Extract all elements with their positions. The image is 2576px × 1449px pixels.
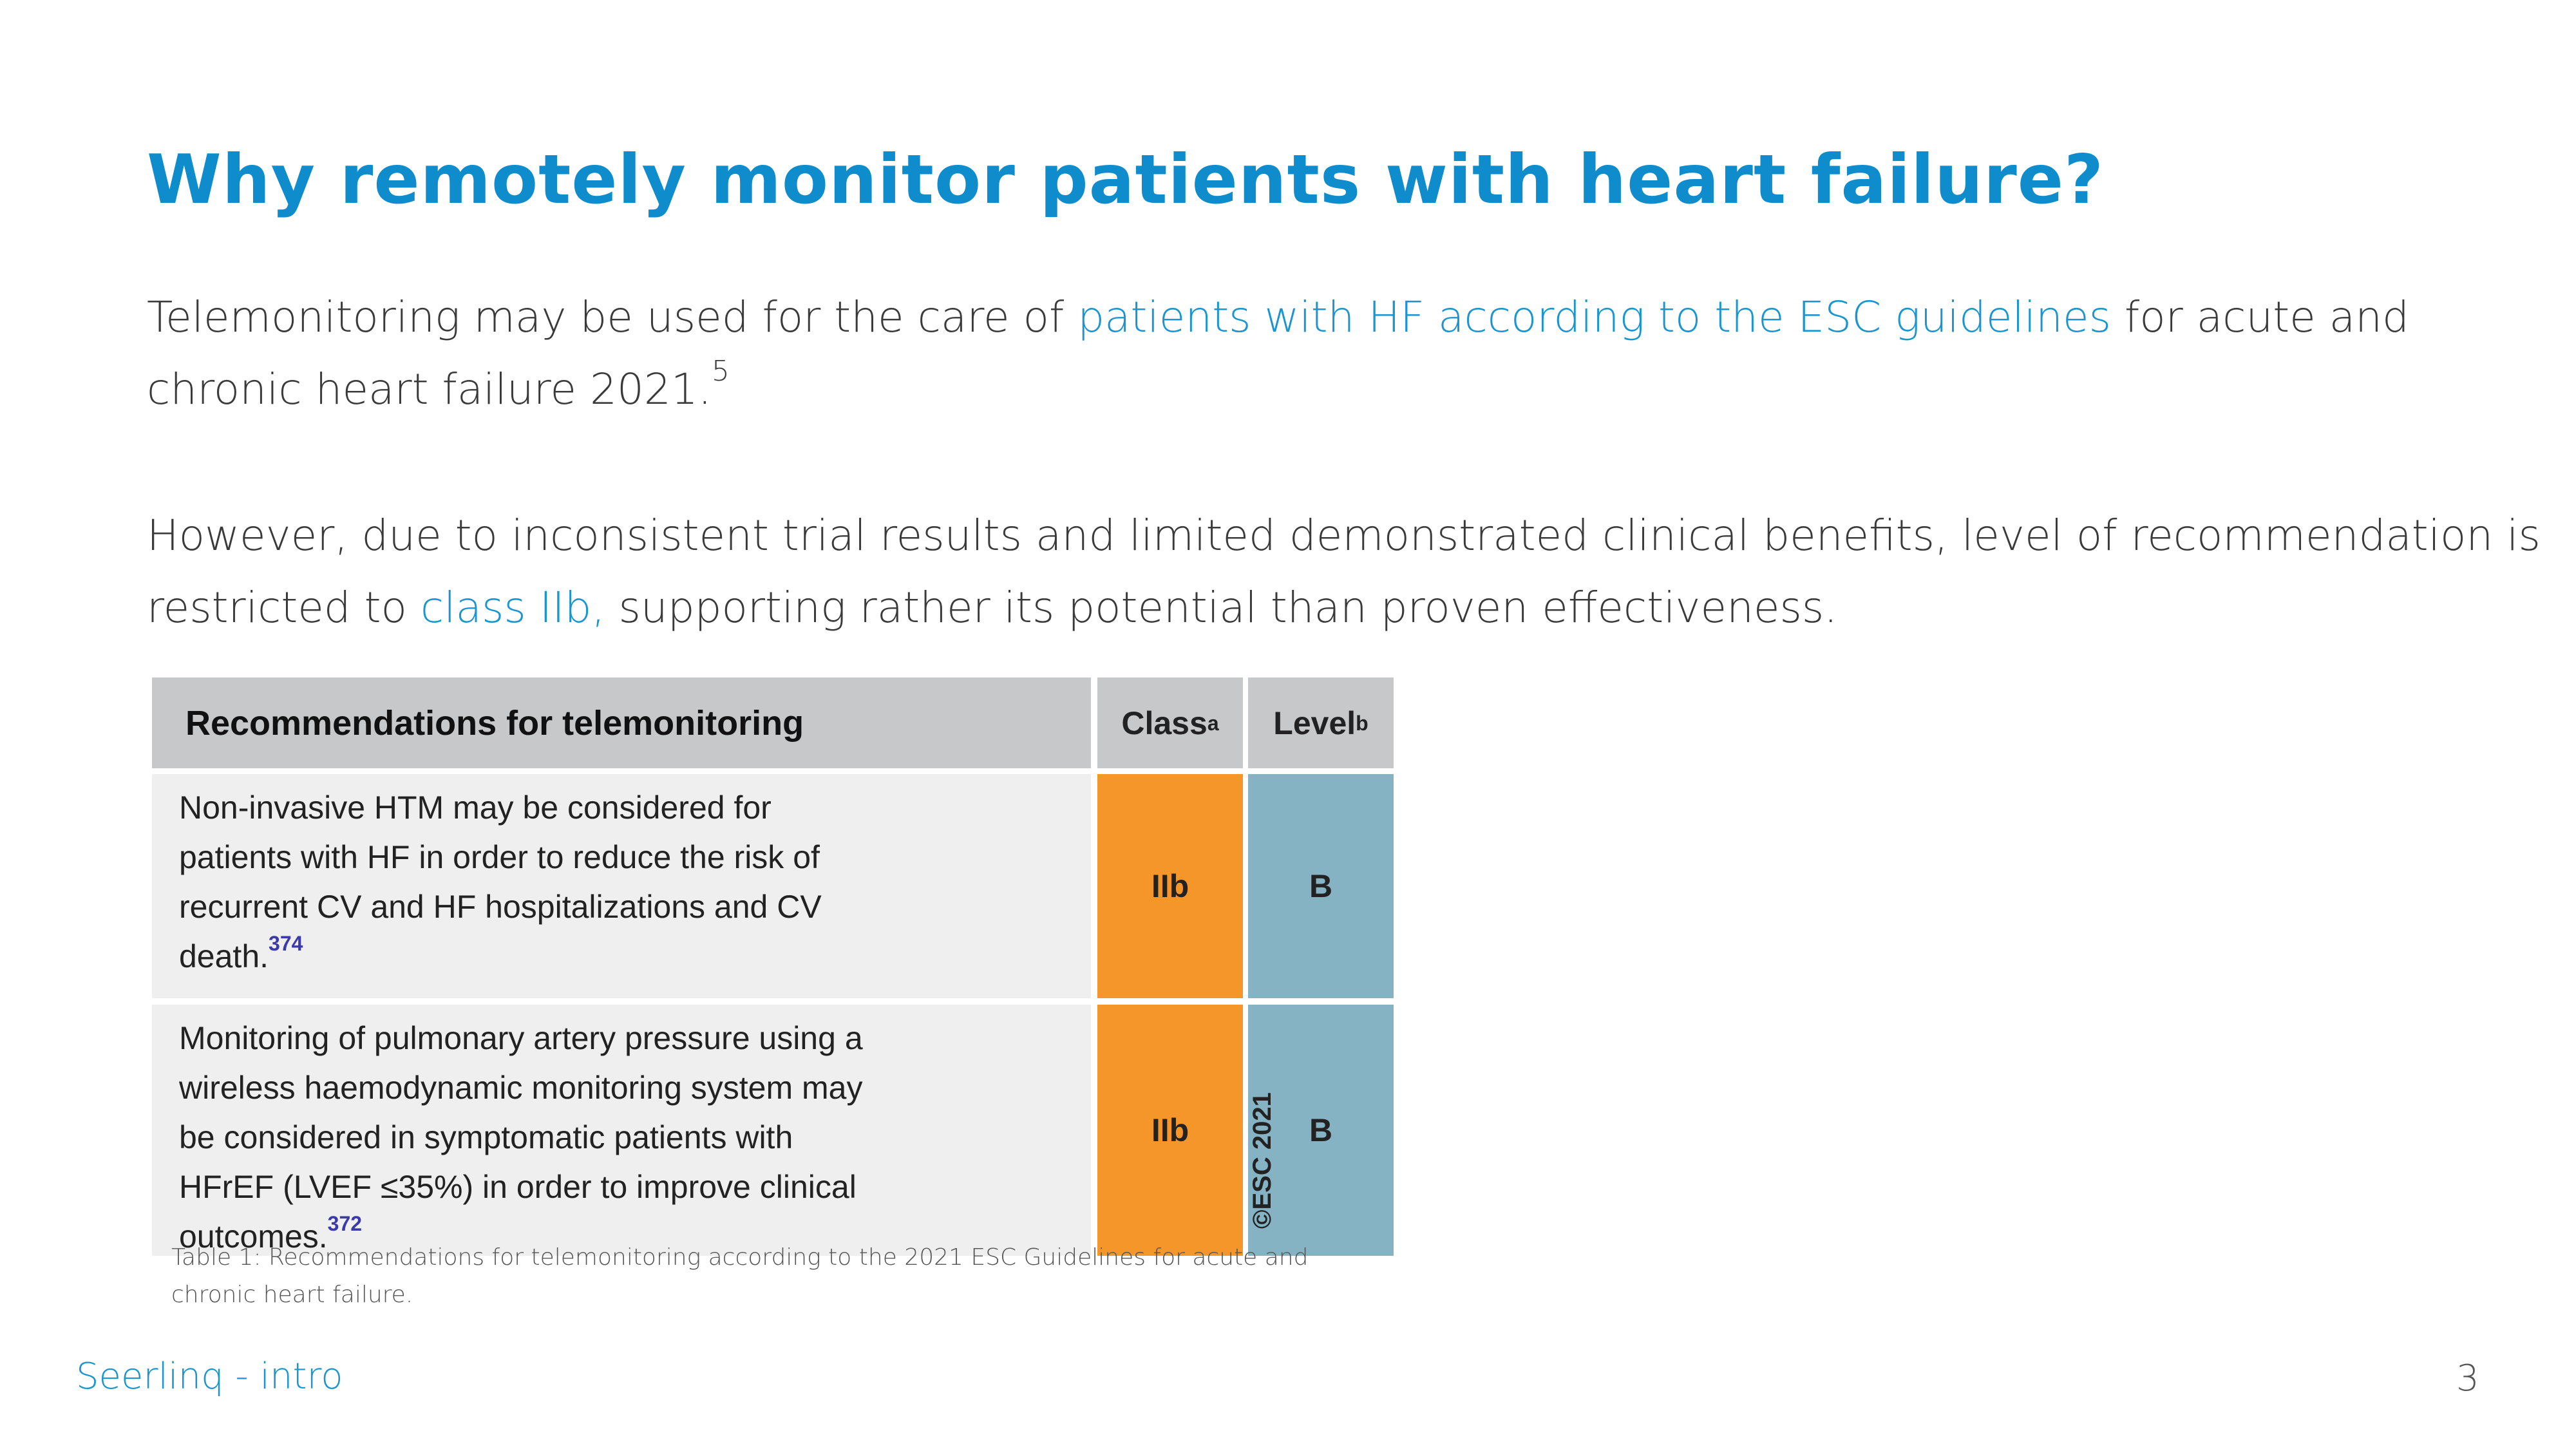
table-row-2-text <box>152 1005 1091 1256</box>
esc-copyright: ©ESC 2021 <box>1248 1092 1276 1229</box>
table-caption <box>171 1239 1356 1314</box>
table-header-level: Level b <box>1248 677 1394 768</box>
esc-recommendations-table <box>149 675 1368 1255</box>
class-header-label: Class <box>1121 705 1208 741</box>
slide-title: Why remotely monitor patients with heart failure? <box>147 140 2104 219</box>
table-header-class: Class a <box>1097 677 1243 768</box>
row2-line: be considered in symptomatic patients with <box>179 1119 793 1155</box>
caption-line2: chronic heart failure. <box>171 1282 413 1308</box>
table-row-1-text <box>152 774 1091 998</box>
level-header-label: Level <box>1273 705 1356 741</box>
row1-reference: 374 <box>269 932 303 955</box>
row2-line: outcomes. <box>179 1218 328 1255</box>
row1-line: death. <box>179 938 269 974</box>
footnote-marker: 5 <box>711 355 730 388</box>
row2-line: wireless haemodynamic monitoring system may <box>179 1070 863 1106</box>
row2-reference: 372 <box>327 1212 363 1235</box>
row1-level-cell: B <box>1248 774 1394 998</box>
caption-line1: Table 1: Recommendations for telemonitoring according to the 2021 ESC Guidelines for acute and <box>171 1244 1309 1271</box>
esc-guidelines-highlight: patients with HF according to the ESC guidelines <box>1077 292 2111 342</box>
paragraph2-text-after: supporting rather its potential than proven effectiveness. <box>605 583 1838 632</box>
paragraph-recommendation-level <box>147 500 2541 644</box>
table-header-title: Recommendations for telemonitoring <box>152 677 1091 768</box>
footer-presentation-name: Seerlinq - intro <box>76 1356 343 1397</box>
paragraph2-line1: However, due to inconsistent trial results and limited demonstrated clinical benefits, level of recommendation is <box>147 511 2541 560</box>
page-number: 3 <box>2456 1358 2479 1399</box>
row1-line: recurrent CV and HF hospitalizations and CV <box>179 889 822 925</box>
row1-line: patients with HF in order to reduce the risk of <box>179 839 820 875</box>
paragraph-telemonitoring <box>147 281 2530 426</box>
class-iib-highlight: class IIb, <box>420 583 605 632</box>
row2-level-cell: B <box>1248 1005 1394 1256</box>
row1-class-cell: IIb <box>1097 774 1243 998</box>
paragraph1-text-before: Telemonitoring may be used for the care of <box>147 292 1078 342</box>
paragraph2-text-before: restricted to <box>147 583 421 632</box>
row2-class-cell: IIb <box>1097 1005 1243 1256</box>
paragraph1-text-after: for acute and <box>2111 292 2409 342</box>
row1-line: Non-invasive HTM may be considered for <box>179 790 772 826</box>
row2-line: HFrEF (LVEF ≤35%) in order to improve clinical <box>179 1169 857 1205</box>
paragraph1-line2: chronic heart failure 2021. <box>147 365 712 414</box>
row2-line: Monitoring of pulmonary artery pressure using a <box>179 1020 863 1056</box>
